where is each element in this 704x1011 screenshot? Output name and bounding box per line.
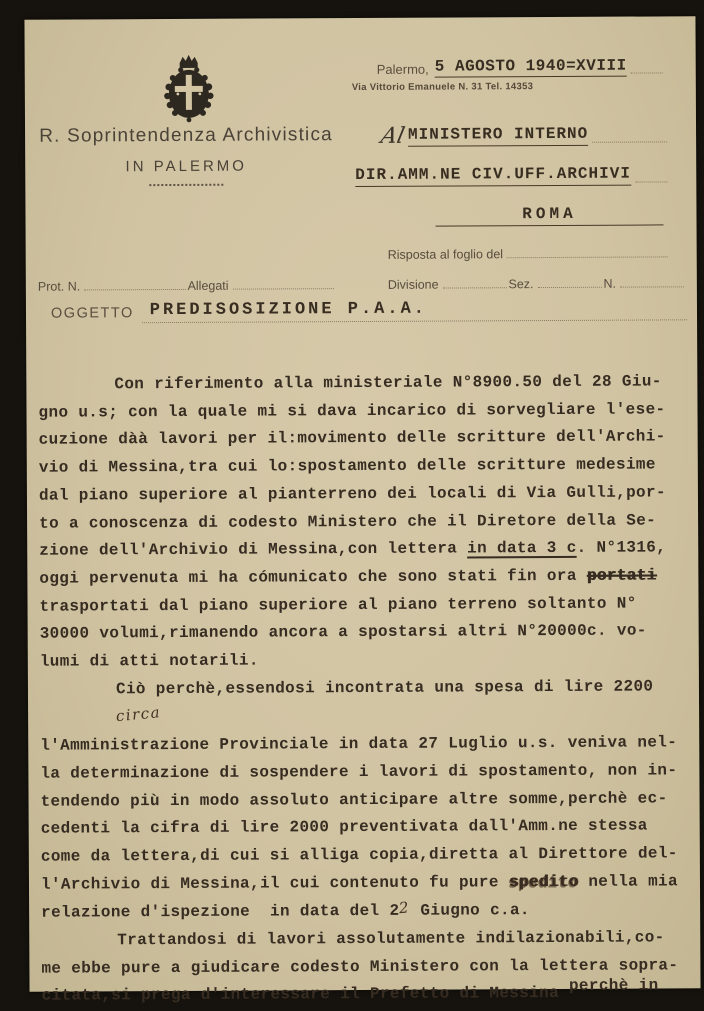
addressee-row xyxy=(355,158,669,187)
body-line xyxy=(39,451,689,482)
date-row xyxy=(377,56,665,78)
body-line xyxy=(41,813,691,844)
body-line xyxy=(40,645,690,676)
body-line xyxy=(41,840,691,871)
divisione-label: Divisione xyxy=(387,277,439,292)
body-text: cuzione dàà lavori per il:movimento delle scritture dell'Archi- xyxy=(38,427,666,450)
ornamental-rule xyxy=(149,184,223,186)
body-line xyxy=(41,868,691,899)
body-text-hand: 2 xyxy=(398,898,411,918)
body-line xyxy=(39,507,689,538)
sez-label: Sez. xyxy=(508,277,534,292)
body-line xyxy=(39,479,689,510)
body-text-strike: portati xyxy=(586,566,657,585)
dotted-rule xyxy=(592,141,667,142)
typed-date: 5 AGOSTO 1940=XVIII xyxy=(434,56,627,76)
body-line xyxy=(40,757,690,788)
n-label: N. xyxy=(603,276,616,291)
body-text: . N°1316, xyxy=(576,538,667,558)
divisione-sez-n-group xyxy=(388,272,686,292)
body-line xyxy=(39,562,689,593)
body-text: oggi pervenuta mi ha cómunicato che sono stati fin ora xyxy=(39,566,587,588)
body-line xyxy=(39,535,689,566)
allegati-label: Allegati xyxy=(187,278,229,293)
address-phone: Via Vittorio Emanuele N. 31 Tel. 14353 xyxy=(351,81,534,94)
dotted-rule xyxy=(507,256,668,258)
body-line xyxy=(38,368,688,399)
body-text: relazione d'ispezione in data del 2 xyxy=(41,902,400,923)
dotted-rule xyxy=(631,72,663,73)
prot-label: Prot. N. xyxy=(37,279,81,294)
risposta-row xyxy=(388,242,670,261)
risposta-label: Risposta al foglio del xyxy=(387,247,504,262)
org-location: IN PALERMO xyxy=(125,157,247,176)
body-text: Trattandosi di lavori assolutamente indilazionabili,co- xyxy=(117,928,665,950)
body-text: zione dell'Archivio di Messina,con lettera xyxy=(39,539,468,560)
body-text: citata,si prega d'interessare il Prefetto di Messina xyxy=(41,984,570,1006)
body-text: la determinazione di sospendere i lavori di spostamento, non in- xyxy=(40,761,678,783)
body-line xyxy=(41,896,691,928)
body-line xyxy=(40,785,690,816)
body-text: cedenti la cifra di lire 2000 preventivata dall'Amm.ne stessa xyxy=(40,816,648,838)
body-line xyxy=(38,396,688,427)
org-name: R. Soprintendenza Archivistica xyxy=(39,124,333,147)
letter-page xyxy=(24,16,700,1006)
body-line xyxy=(40,618,690,649)
addressee-line2: DIR.AMM.NE CIV.UFF.ARCHIVI xyxy=(355,165,631,187)
body-text: gno u.s; con la quale mi si dava incarico di sorvegliare l'ese- xyxy=(38,400,666,422)
subject-label: OGGETTO xyxy=(50,305,134,322)
body-line xyxy=(39,590,689,621)
addressee-line3: ROMA xyxy=(522,204,577,224)
subject-row xyxy=(51,298,687,323)
addressee-block xyxy=(355,118,670,240)
body-line xyxy=(40,673,690,733)
body-text: nella mia xyxy=(578,872,678,891)
body-text: to a conoscenza di codesto Ministero che il Diretore della Se- xyxy=(39,510,657,533)
body-text: l'Archivio di Messina,il cui contenuto fu pure xyxy=(40,872,509,894)
savoy-crest-icon xyxy=(157,53,221,123)
body-text: Giugno c.a. xyxy=(410,901,530,921)
body-text: me ebbe pure a giudicare codesto Ministero con la lettera sopra- xyxy=(41,956,679,978)
dotted-rule xyxy=(620,286,684,287)
body-text: Ciò perchè,essendosi incontrata una spesa di lire 2200 xyxy=(115,677,664,699)
subject-value: PREDISOSIZIONE P.A.A. xyxy=(149,299,428,321)
body-text: tendendo più in modo assoluto anticipare altre somme,perchè ec- xyxy=(40,788,668,811)
body-line xyxy=(40,729,690,760)
body-text: come da lettera,di cui si alliga copia,diretta al Direttore del- xyxy=(40,844,678,866)
dotted-rule xyxy=(538,287,602,288)
addressee-row xyxy=(355,118,669,147)
body-text-hand: circa xyxy=(115,703,162,726)
addressee-line1: MINISTERO INTERNO xyxy=(408,125,588,147)
letterhead-org-block xyxy=(25,124,347,187)
reference-fields-row xyxy=(38,272,686,293)
body-text: dal piano superiore al pianterreno dei locali di Via Gulli,por- xyxy=(38,483,666,505)
dotted-rule xyxy=(233,288,334,290)
body-text: trasportati dal piano superiore al piano terreno soltanto N° xyxy=(39,594,637,616)
body-text: l'Amministrazione Provinciale in data 27 Luglio u.s. veniva nel- xyxy=(40,733,678,755)
body-text-u: in data 3 c xyxy=(467,539,577,558)
body-line xyxy=(41,924,691,955)
salutation-script: Al xyxy=(378,123,407,149)
body-text: 30000 volumi,rimanendo ancora a spostarsi altri N°20000c. vo- xyxy=(39,621,647,644)
prot-allegati-group xyxy=(38,274,336,294)
letter-body xyxy=(38,368,691,1011)
body-text-sup: perchè in xyxy=(568,976,659,996)
dotted-rule xyxy=(635,181,667,182)
body-text: lumi di atti notarili. xyxy=(39,651,259,671)
dotted-rule xyxy=(142,298,687,323)
body-text: vio di Messina,tra cui lo:spostamento delle scritture medesime xyxy=(38,455,656,477)
place-label: Palermo, xyxy=(376,61,429,77)
dotted-rule xyxy=(443,287,507,288)
body-text: Con riferimento alla ministeriale N°8900.50 del 28 Giu- xyxy=(114,372,662,394)
dotted-rule xyxy=(84,289,185,291)
body-line xyxy=(41,976,692,1011)
addressee-row xyxy=(435,198,663,226)
body-text-over: spedito xyxy=(508,872,579,891)
body-line xyxy=(39,424,689,455)
